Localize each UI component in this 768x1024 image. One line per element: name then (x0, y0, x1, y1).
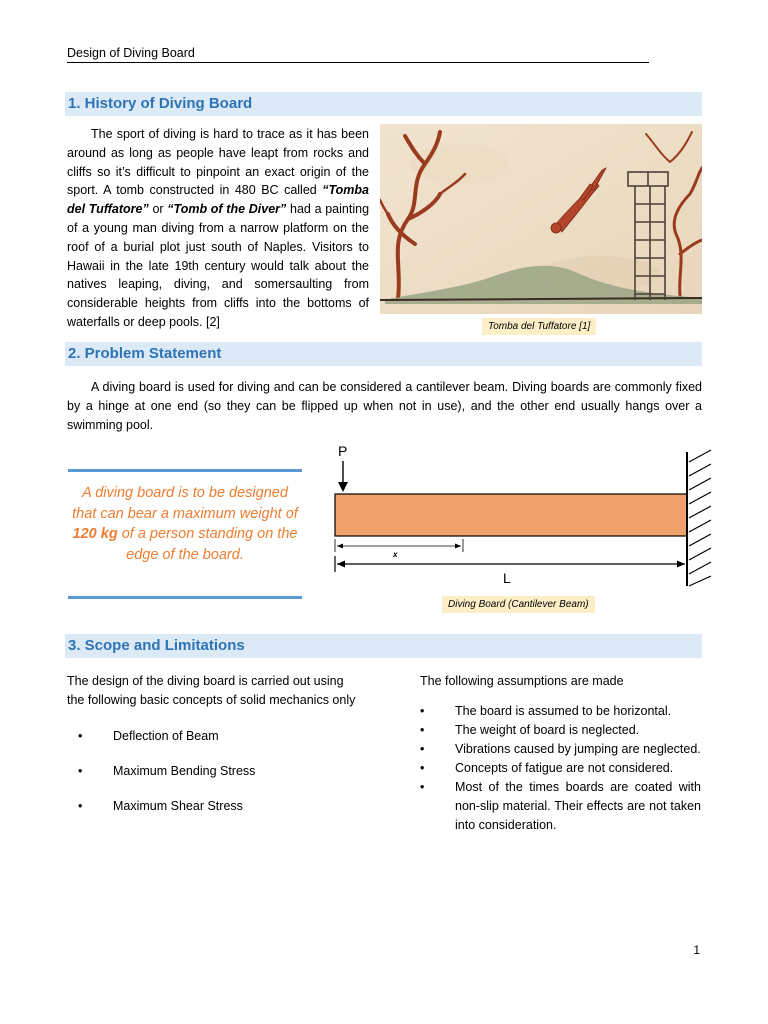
beam-body (335, 494, 687, 536)
fresco-illustration (380, 124, 702, 314)
tomb-of-diver-image (380, 124, 702, 314)
history-text-or: or (148, 202, 168, 217)
beam-svg (325, 436, 720, 594)
callout-bottom-rule (68, 596, 302, 599)
assumptions-list (420, 702, 701, 835)
list-item: • Maximum Bending Stress (78, 762, 358, 780)
section-heading-problem (65, 342, 702, 366)
assumptions-intro: The following assumptions are made (420, 674, 624, 688)
history-paragraph (67, 125, 369, 332)
list-item: • Most of the times boards are coated with non-slip material. Their effects are not taken into consideration. (420, 778, 701, 835)
section-heading-text: 3. Scope and Limitations (68, 637, 245, 654)
list-item: • Maximum Shear Stress (78, 797, 358, 815)
history-text-2: had a painting of a young man diving from a narrow platform on the roof of a burial plot just south of Naples. Visitors to Hawaii in the late 19th century would talk about the natives leaping, diving, and somersaulting from considerable heights from cliffs into the bottoms of waterfalls or deep pools. [2] (67, 202, 370, 329)
history-text-1: The sport of diving is hard to trace as it has been around as long as people have leapt from rocks and cliffs so it’s difficult to pinpoint an exact origin of the sport. A tomb constructed in 480 BC called (67, 127, 369, 198)
load-label: P (338, 443, 348, 459)
callout-max-weight: 120 kg (72, 526, 118, 542)
length-dimension-label: L (503, 570, 511, 586)
callout-top-rule (68, 469, 302, 472)
x-dimension-label: x (393, 550, 398, 559)
page-number: 1 (693, 943, 700, 957)
list-item: • Deflection of Beam (78, 727, 358, 745)
history-title-1: “Tomba del Tuffatore” (67, 183, 369, 217)
list-item: • Vibrations caused by jumping are neglected. (420, 740, 701, 759)
design-requirement-callout (68, 483, 302, 565)
callout-text-after: of a person standing on the edge of the board. (117, 526, 298, 563)
diagram-caption: Diving Board (Cantilever Beam) (442, 596, 595, 613)
list-item: • Concepts of fatigue are not considered. (420, 759, 701, 778)
concepts-list (78, 727, 358, 832)
section-heading-text: 1. History of Diving Board (68, 95, 253, 112)
list-item: • The weight of board is neglected. (420, 721, 701, 740)
running-header: Design of Diving Board (67, 46, 649, 63)
problem-text: A diving board is used for diving and can be considered a cantilever beam. Diving boards are commonly fixed by a hinge at one end (so they can be flipped up when not in use), and the other end usually hangs over a swimming pool. (67, 380, 702, 432)
wall-hatching (689, 450, 711, 586)
section-heading-text: 2. Problem Statement (68, 345, 222, 362)
image-caption: Tomba del Tuffatore [1] (482, 318, 596, 335)
load-arrow-icon (338, 482, 348, 492)
section-heading-history (65, 92, 702, 116)
history-title-2: “Tomb of the Diver” (167, 202, 287, 217)
cantilever-beam-diagram (325, 436, 720, 594)
callout-text-before: A diving board is to be designed that can bear a maximum weight of (72, 485, 298, 522)
section-heading-scope (65, 634, 702, 658)
problem-paragraph (67, 378, 702, 434)
list-item: • The board is assumed to be horizontal. (420, 702, 701, 721)
scope-intro: The design of the diving board is carried out using the following basic concepts of solid mechanics only (67, 674, 356, 707)
